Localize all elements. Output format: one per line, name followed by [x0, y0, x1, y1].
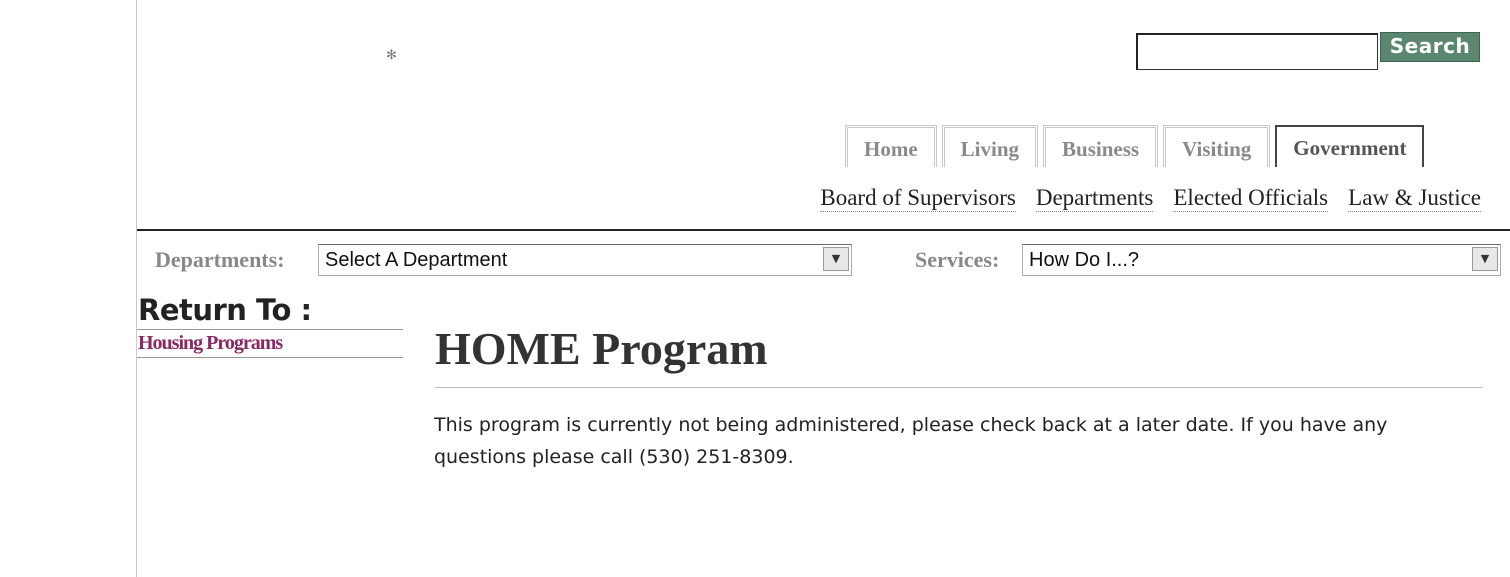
- program-notice-text: This program is currently not being administered, please check back at a later date. If you have any questions please call (530) 251-8309.: [434, 414, 1388, 468]
- departments-select-value: Select A Department: [325, 249, 508, 271]
- services-label: Services:: [915, 247, 1000, 272]
- search-input[interactable]: [1136, 33, 1378, 70]
- logo-image: ✻: [386, 48, 397, 63]
- subnav-law-and-justice[interactable]: Law & Justice: [1348, 185, 1481, 210]
- subnav-departments[interactable]: Departments: [1035, 185, 1154, 210]
- services-select-value: How Do I...?: [1029, 249, 1140, 271]
- departments-label: Departments:: [155, 247, 285, 272]
- page-left-border: [136, 0, 137, 577]
- subnav-board-of-supervisors[interactable]: Board of Supervisors: [820, 185, 1016, 210]
- return-to-heading: Return To :: [138, 293, 312, 327]
- sidebar-divider: [137, 357, 403, 358]
- tab-home[interactable]: Home: [845, 125, 937, 167]
- title-divider: [435, 387, 1483, 388]
- government-subnav: [820, 185, 1481, 212]
- search-button[interactable]: Search: [1380, 32, 1480, 62]
- chevron-down-icon[interactable]: ▼: [1472, 247, 1498, 271]
- services-select[interactable]: [1022, 244, 1501, 276]
- sidebar-divider: [137, 329, 403, 330]
- tab-business[interactable]: Business: [1043, 125, 1158, 167]
- main-nav-tabs: [845, 125, 1424, 167]
- tab-living[interactable]: Living: [942, 125, 1038, 167]
- subnav-elected-officials[interactable]: Elected Officials: [1173, 185, 1329, 210]
- tab-government[interactable]: Government: [1275, 125, 1424, 167]
- page-title: HOME Program: [435, 323, 768, 374]
- housing-programs-link[interactable]: Housing Programs: [138, 332, 283, 354]
- header-divider: [137, 229, 1510, 231]
- chevron-down-icon[interactable]: ▼: [823, 247, 849, 271]
- departments-select[interactable]: [318, 244, 852, 276]
- tab-visiting[interactable]: Visiting: [1163, 125, 1270, 167]
